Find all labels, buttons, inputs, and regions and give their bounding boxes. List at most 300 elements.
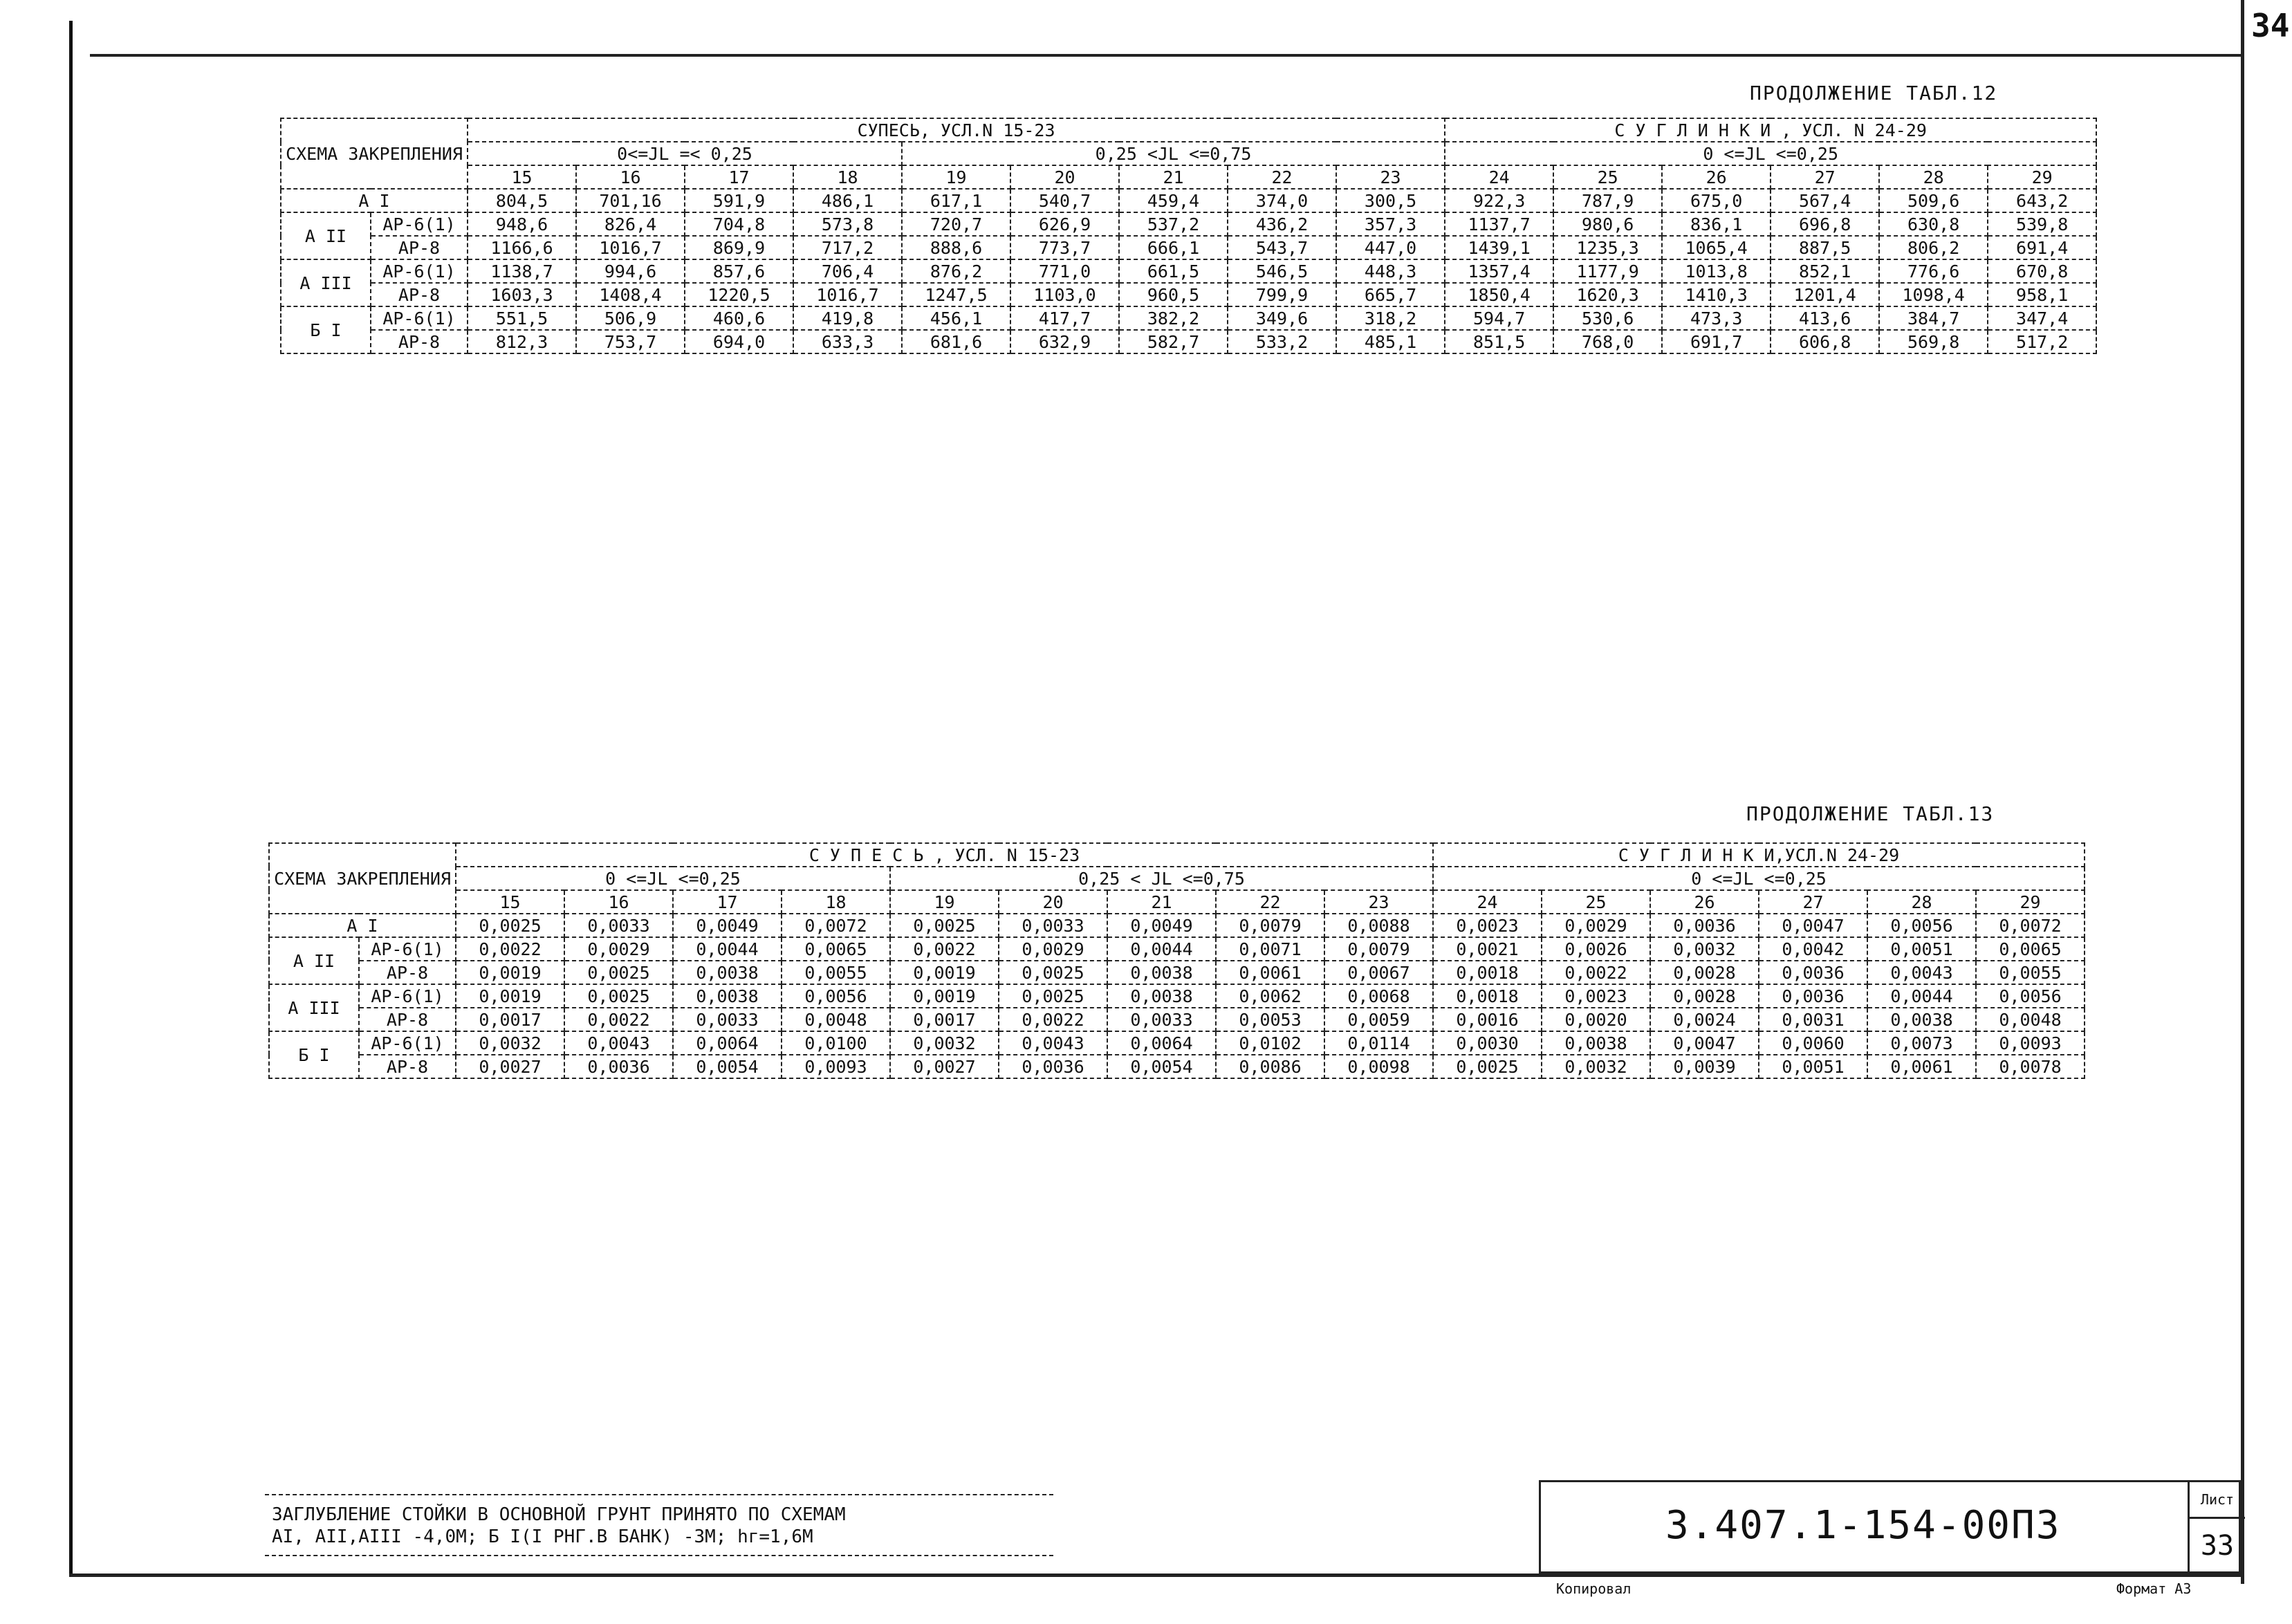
group-header-2: С У Г Л И Н К И , УСЛ. N 24-29 (1445, 118, 2096, 142)
table-cell: 0,0025 (456, 914, 564, 937)
table-cell: 0,0043 (999, 1031, 1107, 1055)
row-label: А I (281, 189, 468, 212)
table-cell: 0,0056 (782, 984, 890, 1008)
column-number: 26 (1650, 890, 1759, 914)
table-cell: 768,0 (1553, 330, 1662, 353)
table-cell: 0,0114 (1324, 1031, 1433, 1055)
table-cell: 0,0072 (1976, 914, 2085, 937)
sub-header-3: 0 <=JL <=0,25 (1433, 867, 2085, 890)
table-row (281, 212, 2096, 236)
table-cell: 0,0047 (1650, 1031, 1759, 1055)
subheader-row (281, 142, 2096, 165)
table-cell: 0,0064 (673, 1031, 782, 1055)
table-cell: 0,0018 (1433, 984, 1542, 1008)
table-cell: 347,4 (1988, 306, 2096, 330)
table-cell: 456,1 (902, 306, 1010, 330)
table-cell: 888,6 (902, 236, 1010, 259)
row-label: АР-8 (371, 283, 468, 306)
format-label: Формат А3 (2116, 1580, 2192, 1597)
table-cell: 551,5 (468, 306, 576, 330)
table-cell: 0,0088 (1324, 914, 1433, 937)
table-cell: 0,0065 (1976, 937, 2085, 961)
table-cell: 857,6 (685, 259, 793, 283)
table-cell: 0,0055 (782, 961, 890, 984)
row-group: А III (269, 984, 359, 1031)
table-cell: 1166,6 (468, 236, 576, 259)
table-cell: 0,0053 (1216, 1008, 1324, 1031)
table-cell: 958,1 (1988, 283, 2096, 306)
frame-top (90, 54, 2241, 57)
table-cell: 573,8 (793, 212, 902, 236)
table-cell: 1137,7 (1445, 212, 1553, 236)
table-cell: 804,5 (468, 189, 576, 212)
frame-left (69, 21, 73, 1577)
table-cell: 300,5 (1336, 189, 1445, 212)
column-number: 26 (1662, 165, 1771, 189)
column-number: 17 (685, 165, 793, 189)
frame-right (2241, 0, 2244, 1584)
table-cell: 0,0024 (1650, 1008, 1759, 1031)
sub-header-2: 0,25 <JL <=0,75 (902, 142, 1445, 165)
sheet-number: 33 (2188, 1517, 2245, 1576)
table-cell: 720,7 (902, 212, 1010, 236)
table-cell: 630,8 (1879, 212, 1988, 236)
table-cell: 0,0072 (782, 914, 890, 937)
document-code: 3.407.1-154-00ПЗ (1665, 1503, 2061, 1548)
table-cell: 0,0025 (999, 984, 1107, 1008)
table-cell: 1603,3 (468, 283, 576, 306)
column-number: 15 (468, 165, 576, 189)
table-cell: 473,3 (1662, 306, 1771, 330)
table-cell: 537,2 (1119, 212, 1228, 236)
group-header-1: С У П Е С Ь , УСЛ. N 15-23 (456, 843, 1433, 867)
row-label: АР-8 (371, 236, 468, 259)
table-cell: 666,1 (1119, 236, 1228, 259)
table-cell: 0,0033 (673, 1008, 782, 1031)
table-cell: 0,0026 (1542, 937, 1650, 961)
table-cell: 569,8 (1879, 330, 1988, 353)
table-cell: 0,0054 (673, 1055, 782, 1078)
table-cell: 0,0051 (1759, 1055, 1867, 1078)
table-cell: 0,0038 (673, 961, 782, 984)
column-number-row (281, 165, 2096, 189)
table-row (281, 236, 2096, 259)
table-cell: 1016,7 (576, 236, 685, 259)
table-cell: 543,7 (1228, 236, 1336, 259)
row-label: АР-6(1) (359, 1031, 456, 1055)
column-number: 28 (1879, 165, 1988, 189)
table-row (281, 306, 2096, 330)
table-row (269, 984, 2085, 1008)
table-cell: 0,0086 (1216, 1055, 1324, 1078)
table-cell: 460,6 (685, 306, 793, 330)
table-cell: 994,6 (576, 259, 685, 283)
table-cell: 0,0038 (1107, 984, 1216, 1008)
table-cell: 1177,9 (1553, 259, 1662, 283)
table-row (281, 283, 2096, 306)
table-row (269, 937, 2085, 961)
table-cell: 0,0100 (782, 1031, 890, 1055)
table-cell: 0,0025 (890, 914, 999, 937)
table-cell: 0,0023 (1542, 984, 1650, 1008)
row-label: АР-6(1) (371, 212, 468, 236)
table-cell: 0,0022 (999, 1008, 1107, 1031)
header-row (281, 118, 2096, 142)
column-number: 19 (902, 165, 1010, 189)
column-number: 19 (890, 890, 999, 914)
table-cell: 0,0022 (1542, 961, 1650, 984)
table-cell: 0,0038 (1107, 961, 1216, 984)
table-row (269, 1055, 2085, 1078)
table-cell: 0,0030 (1433, 1031, 1542, 1055)
column-number: 27 (1771, 165, 1879, 189)
column-number: 24 (1445, 165, 1553, 189)
table-cell: 0,0016 (1433, 1008, 1542, 1031)
table-cell: 0,0036 (1759, 961, 1867, 984)
table-row (281, 189, 2096, 212)
table-cell: 413,6 (1771, 306, 1879, 330)
table-cell: 0,0098 (1324, 1055, 1433, 1078)
table-row (269, 961, 2085, 984)
table-cell: 0,0019 (890, 961, 999, 984)
table-cell: 0,0055 (1976, 961, 2085, 984)
table-cell: 0,0027 (890, 1055, 999, 1078)
table-cell: 633,3 (793, 330, 902, 353)
sheet-label: Лист (2188, 1482, 2245, 1519)
table-cell: 960,5 (1119, 283, 1228, 306)
column-number: 27 (1759, 890, 1867, 914)
row-label: АР-8 (371, 330, 468, 353)
table-cell: 0,0048 (1976, 1008, 2085, 1031)
table-cell: 533,2 (1228, 330, 1336, 353)
table-cell: 318,2 (1336, 306, 1445, 330)
table-cell: 0,0022 (564, 1008, 673, 1031)
table-cell: 0,0039 (1650, 1055, 1759, 1078)
table-cell: 0,0036 (999, 1055, 1107, 1078)
column-number: 22 (1216, 890, 1324, 914)
table-cell: 0,0032 (456, 1031, 564, 1055)
row-label: АР-8 (359, 1008, 456, 1031)
table-cell: 0,0021 (1433, 937, 1542, 961)
table-cell: 1439,1 (1445, 236, 1553, 259)
table-cell: 509,6 (1879, 189, 1988, 212)
scheme-header: СХЕМА ЗАКРЕПЛЕНИЯ (269, 843, 456, 914)
table-cell: 382,2 (1119, 306, 1228, 330)
table-cell: 1620,3 (1553, 283, 1662, 306)
table-cell: 1235,3 (1553, 236, 1662, 259)
table-cell: 0,0020 (1542, 1008, 1650, 1031)
column-number: 18 (782, 890, 890, 914)
row-label: АР-8 (359, 1055, 456, 1078)
column-number-row (269, 890, 2085, 914)
row-label: АР-6(1) (359, 984, 456, 1008)
table-cell: 0,0067 (1324, 961, 1433, 984)
row-group: А III (281, 259, 371, 306)
table-cell: 980,6 (1553, 212, 1662, 236)
subheader-row (269, 867, 2085, 890)
table-cell: 0,0025 (999, 961, 1107, 984)
row-label: АР-6(1) (371, 306, 468, 330)
table-cell: 0,0017 (890, 1008, 999, 1031)
table-cell: 0,0028 (1650, 984, 1759, 1008)
table-cell: 546,5 (1228, 259, 1336, 283)
sub-header-3: 0 <=JL <=0,25 (1445, 142, 2096, 165)
title-block (1539, 1480, 2241, 1574)
group-header-2: С У Г Л И Н К И,УСЛ.N 24-29 (1433, 843, 2085, 867)
table-cell: 922,3 (1445, 189, 1553, 212)
table-cell: 0,0043 (564, 1031, 673, 1055)
note-line-1: ЗАГЛУБЛЕНИЕ СТОЙКИ В ОСНОВНОЙ ГРУНТ ПРИНЯТО ПО СХЕМАМ (272, 1504, 846, 1525)
table-cell: 1103,0 (1010, 283, 1119, 306)
group-header-1: СУПЕСЬ, УСЛ.N 15-23 (468, 118, 1445, 142)
table-cell: 0,0064 (1107, 1031, 1216, 1055)
row-label: АР-6(1) (371, 259, 468, 283)
note-line-2: AI, AII,AIII -4,0М; Б I(I РНГ.В БАНК) -3М; hг=1,6М (272, 1526, 813, 1547)
table-cell: 626,9 (1010, 212, 1119, 236)
table-cell: 826,4 (576, 212, 685, 236)
table-cell: 0,0054 (1107, 1055, 1216, 1078)
table-13 (268, 842, 2085, 1079)
table-cell: 0,0022 (890, 937, 999, 961)
table-cell: 540,7 (1010, 189, 1119, 212)
table-cell: 0,0032 (890, 1031, 999, 1055)
frame-bottom (69, 1574, 2244, 1577)
table-cell: 0,0031 (1759, 1008, 1867, 1031)
table-cell: 0,0044 (1867, 984, 1976, 1008)
table-cell: 0,0060 (1759, 1031, 1867, 1055)
table-cell: 0,0062 (1216, 984, 1324, 1008)
table-cell: 887,5 (1771, 236, 1879, 259)
table-cell: 0,0048 (782, 1008, 890, 1031)
table-cell: 384,7 (1879, 306, 1988, 330)
table-cell: 357,3 (1336, 212, 1445, 236)
table-cell: 448,3 (1336, 259, 1445, 283)
table-cell: 787,9 (1553, 189, 1662, 212)
table-cell: 436,2 (1228, 212, 1336, 236)
table-cell: 0,0065 (782, 937, 890, 961)
column-number: 16 (576, 165, 685, 189)
table-cell: 1016,7 (793, 283, 902, 306)
table-cell: 852,1 (1771, 259, 1879, 283)
column-number: 24 (1433, 890, 1542, 914)
table-cell: 0,0033 (1107, 1008, 1216, 1031)
table-cell: 0,0029 (999, 937, 1107, 961)
table-cell: 771,0 (1010, 259, 1119, 283)
table-cell: 691,4 (1988, 236, 2096, 259)
table-cell: 374,0 (1228, 189, 1336, 212)
table-cell: 0,0059 (1324, 1008, 1433, 1031)
table-cell: 419,8 (793, 306, 902, 330)
table-cell: 517,2 (1988, 330, 2096, 353)
column-number: 25 (1553, 165, 1662, 189)
table-cell: 0,0028 (1650, 961, 1759, 984)
table-cell: 799,9 (1228, 283, 1336, 306)
table-cell: 661,5 (1119, 259, 1228, 283)
table-cell: 459,4 (1119, 189, 1228, 212)
table-cell: 591,9 (685, 189, 793, 212)
table-cell: 876,2 (902, 259, 1010, 283)
row-group: А II (281, 212, 371, 259)
column-number: 29 (1976, 890, 2085, 914)
column-number: 28 (1867, 890, 1976, 914)
table-cell: 753,7 (576, 330, 685, 353)
table-cell: 0,0029 (1542, 914, 1650, 937)
table-cell: 0,0033 (564, 914, 673, 937)
table-cell: 0,0093 (1976, 1031, 2085, 1055)
column-number: 29 (1988, 165, 2096, 189)
table-cell: 670,8 (1988, 259, 2096, 283)
table-cell: 0,0093 (782, 1055, 890, 1078)
column-number: 17 (673, 890, 782, 914)
header-row (269, 843, 2085, 867)
column-number: 23 (1336, 165, 1445, 189)
table-cell: 0,0018 (1433, 961, 1542, 984)
table-cell: 701,16 (576, 189, 685, 212)
copied-label: Копировал (1556, 1580, 1632, 1597)
table-cell: 0,0051 (1867, 937, 1976, 961)
table-cell: 349,6 (1228, 306, 1336, 330)
table12-caption: ПРОДОЛЖЕНИЕ ТАБЛ.12 (1750, 82, 1998, 104)
table-cell: 1408,4 (576, 283, 685, 306)
table-cell: 0,0042 (1759, 937, 1867, 961)
table-cell: 606,8 (1771, 330, 1879, 353)
table13-caption: ПРОДОЛЖЕНИЕ ТАБЛ.13 (1746, 802, 1995, 825)
table-cell: 691,7 (1662, 330, 1771, 353)
table-cell: 0,0061 (1216, 961, 1324, 984)
table-cell: 0,0017 (456, 1008, 564, 1031)
column-number: 21 (1107, 890, 1216, 914)
table-cell: 836,1 (1662, 212, 1771, 236)
column-number: 25 (1542, 890, 1650, 914)
table-cell: 0,0032 (1650, 937, 1759, 961)
table-cell: 0,0071 (1216, 937, 1324, 961)
table-cell: 665,7 (1336, 283, 1445, 306)
table-cell: 704,8 (685, 212, 793, 236)
table-cell: 0,0078 (1976, 1055, 2085, 1078)
table-cell: 0,0032 (1542, 1055, 1650, 1078)
table-cell: 0,0025 (564, 961, 673, 984)
table-cell: 0,0019 (456, 984, 564, 1008)
table-cell: 417,7 (1010, 306, 1119, 330)
row-label: А I (269, 914, 456, 937)
table-cell: 806,2 (1879, 236, 1988, 259)
table-cell: 0,0029 (564, 937, 673, 961)
column-number: 18 (793, 165, 902, 189)
column-number: 15 (456, 890, 564, 914)
column-number: 23 (1324, 890, 1433, 914)
table-cell: 869,9 (685, 236, 793, 259)
table-cell: 0,0038 (1867, 1008, 1976, 1031)
table-cell: 1220,5 (685, 283, 793, 306)
table-cell: 594,7 (1445, 306, 1553, 330)
table-cell: 812,3 (468, 330, 576, 353)
table-row (269, 1008, 2085, 1031)
table-cell: 1850,4 (1445, 283, 1553, 306)
table-cell: 717,2 (793, 236, 902, 259)
table-cell: 1357,4 (1445, 259, 1553, 283)
table-cell: 706,4 (793, 259, 902, 283)
table-cell: 776,6 (1879, 259, 1988, 283)
row-label: АР-8 (359, 961, 456, 984)
column-number: 22 (1228, 165, 1336, 189)
table-cell: 948,6 (468, 212, 576, 236)
table-row (269, 1031, 2085, 1055)
table-cell: 773,7 (1010, 236, 1119, 259)
table-cell: 0,0079 (1216, 914, 1324, 937)
table-cell: 0,0056 (1976, 984, 2085, 1008)
column-number: 16 (564, 890, 673, 914)
table-cell: 0,0025 (564, 984, 673, 1008)
table-cell: 0,0038 (1542, 1031, 1650, 1055)
table-cell: 506,9 (576, 306, 685, 330)
table-cell: 582,7 (1119, 330, 1228, 353)
sub-header-1: 0<=JL =< 0,25 (468, 142, 902, 165)
table-cell: 0,0036 (1759, 984, 1867, 1008)
table-row (281, 330, 2096, 353)
table-cell: 0,0036 (564, 1055, 673, 1078)
table-cell: 0,0047 (1759, 914, 1867, 937)
table-cell: 1065,4 (1662, 236, 1771, 259)
column-number: 20 (999, 890, 1107, 914)
table-row (269, 914, 2085, 937)
row-group: А II (269, 937, 359, 984)
table-cell: 530,6 (1553, 306, 1662, 330)
table-cell: 617,1 (902, 189, 1010, 212)
corner-page-number: 34 (2251, 7, 2290, 44)
table-cell: 851,5 (1445, 330, 1553, 353)
table-cell: 1013,8 (1662, 259, 1771, 283)
table-cell: 0,0049 (1107, 914, 1216, 937)
table-cell: 681,6 (902, 330, 1010, 353)
table-row (281, 259, 2096, 283)
table-cell: 1247,5 (902, 283, 1010, 306)
row-group: Б I (269, 1031, 359, 1078)
table-cell: 0,0033 (999, 914, 1107, 937)
table-cell: 0,0023 (1433, 914, 1542, 937)
column-number: 21 (1119, 165, 1228, 189)
sub-header-2: 0,25 < JL <=0,75 (890, 867, 1433, 890)
table-cell: 0,0019 (890, 984, 999, 1008)
column-number: 20 (1010, 165, 1119, 189)
table-cell: 0,0043 (1867, 961, 1976, 984)
table-cell: 0,0073 (1867, 1031, 1976, 1055)
table-cell: 0,0022 (456, 937, 564, 961)
table-cell: 567,4 (1771, 189, 1879, 212)
table-cell: 1410,3 (1662, 283, 1771, 306)
table-cell: 0,0027 (456, 1055, 564, 1078)
sub-header-1: 0 <=JL <=0,25 (456, 867, 890, 890)
table-cell: 0,0068 (1324, 984, 1433, 1008)
table-cell: 0,0038 (673, 984, 782, 1008)
table-cell: 694,0 (685, 330, 793, 353)
table-cell: 0,0049 (673, 914, 782, 937)
table-cell: 0,0025 (1433, 1055, 1542, 1078)
row-label: АР-6(1) (359, 937, 456, 961)
table-cell: 675,0 (1662, 189, 1771, 212)
table-cell: 1098,4 (1879, 283, 1988, 306)
table-cell: 0,0044 (673, 937, 782, 961)
table-cell: 0,0102 (1216, 1031, 1324, 1055)
table-cell: 485,1 (1336, 330, 1445, 353)
table-12 (280, 118, 2097, 354)
table-cell: 643,2 (1988, 189, 2096, 212)
table-cell: 0,0036 (1650, 914, 1759, 937)
table-cell: 0,0061 (1867, 1055, 1976, 1078)
table-cell: 1138,7 (468, 259, 576, 283)
note-box (265, 1494, 1053, 1556)
table-cell: 696,8 (1771, 212, 1879, 236)
table-cell: 632,9 (1010, 330, 1119, 353)
